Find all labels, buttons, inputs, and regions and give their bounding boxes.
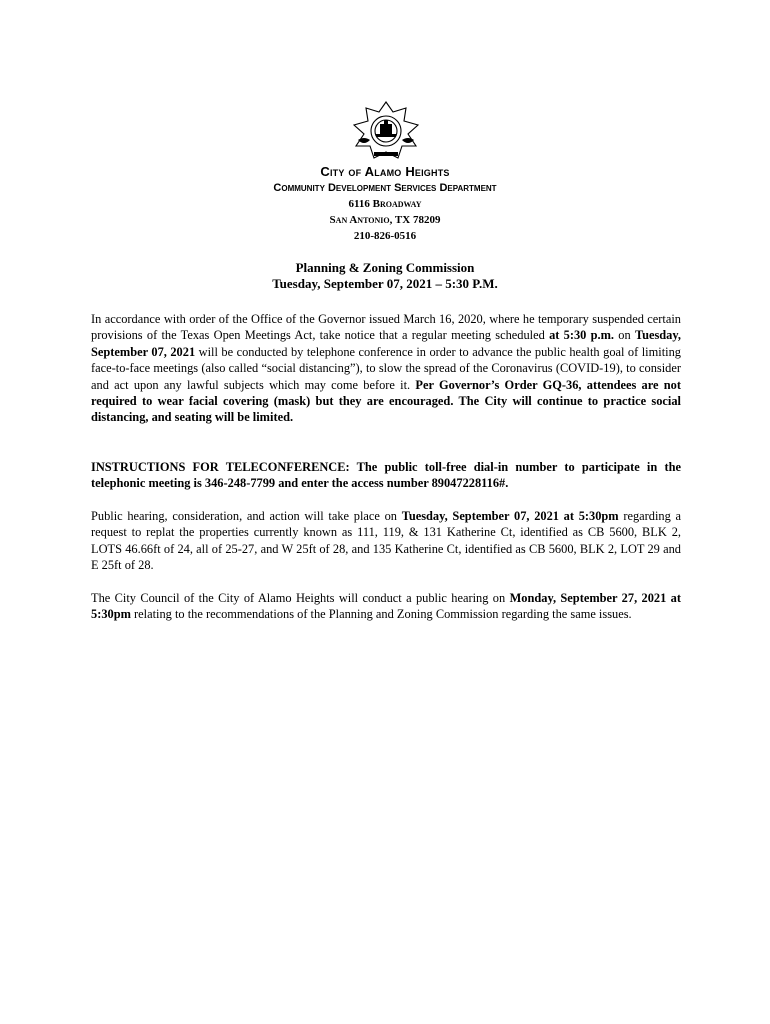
public-hearing-paragraph: Public hearing, consideration, and action will take place on Tuesday, September 07, 2021 at 5:30pm regarding a request to replat the properties currently known as 111, 119, & 131 Katherine Ct, identified as CB 5600, BLK 2, LOTS 46.66ft of 24, all of 25-27, and W 25ft of 28, and 135 Katherine Ct, identified as CB 5600, BLK 2, LOT 29 and E 25ft of 28. — [91, 509, 682, 573]
letterhead — [0, 164, 770, 244]
meeting-datetime: Tuesday, September 07, 2021 – 5:30 P.M. — [272, 276, 498, 291]
council-datetime: Monday, September 27, 2021 at 5:30pm — [91, 591, 682, 622]
phone-number: 210-826-0516 — [353, 230, 417, 242]
department-name: Community Development Services Department — [273, 182, 497, 194]
mask-order-note: Per Governor’s Order GQ-36, attendees are not required to wear facial covering (mask) but they are encouraged. The City will continue to practice social distancing, and seating will be limited. — [91, 377, 681, 425]
city-name: City of Alamo Heights — [320, 164, 450, 179]
hearing-datetime: Tuesday, September 07, 2021 at 5:30pm — [401, 509, 619, 523]
notice-date: Tuesday, September 07, 2021 — [91, 328, 681, 359]
notice-paragraph: In accordance with order of the Office of the Governor issued March 16, 2020, where he temporary suspended certain provisions of the Texas Open Meetings Act, take notice that a regular meeting scheduled at 5:30 p.m. on Tuesday, September 07, 2021 will be conducted by telephone conference in order to advance the public health goal of limiting face-to-face meetings (also called “social distancing”), to slow the spread of the Coronavirus (COVID-19), to consider and act upon any lawful subjects which may come before it. Per Governor’s Order GQ-36, attendees are not required to wear facial covering (mask) but they are encouraged. The City will continue to practice social distancing, and seating will be limited. — [91, 312, 681, 425]
street-address: 6116 Broadway — [348, 198, 422, 210]
city-seal-icon — [346, 100, 426, 162]
meeting-title: Planning & Zoning Commission — [295, 260, 475, 275]
city-state-zip: San Antonio, TX 78209 — [329, 214, 441, 226]
notice-time: at 5:30 p.m. — [549, 328, 615, 343]
council-hearing-paragraph: The City Council of the City of Alamo Heights will conduct a public hearing on Monday, September 27, 2021 at 5:30pm relating to the recommendations of the Planning and Zoning Commission regarding the same issues. — [91, 591, 682, 622]
meeting-heading — [0, 260, 770, 292]
teleconference-instructions: INSTRUCTIONS FOR TELECONFERENCE: The public toll-free dial-in number to participate in the telephonic meeting is 346-248-7799 and enter the access number 89047228116#. — [91, 460, 681, 491]
